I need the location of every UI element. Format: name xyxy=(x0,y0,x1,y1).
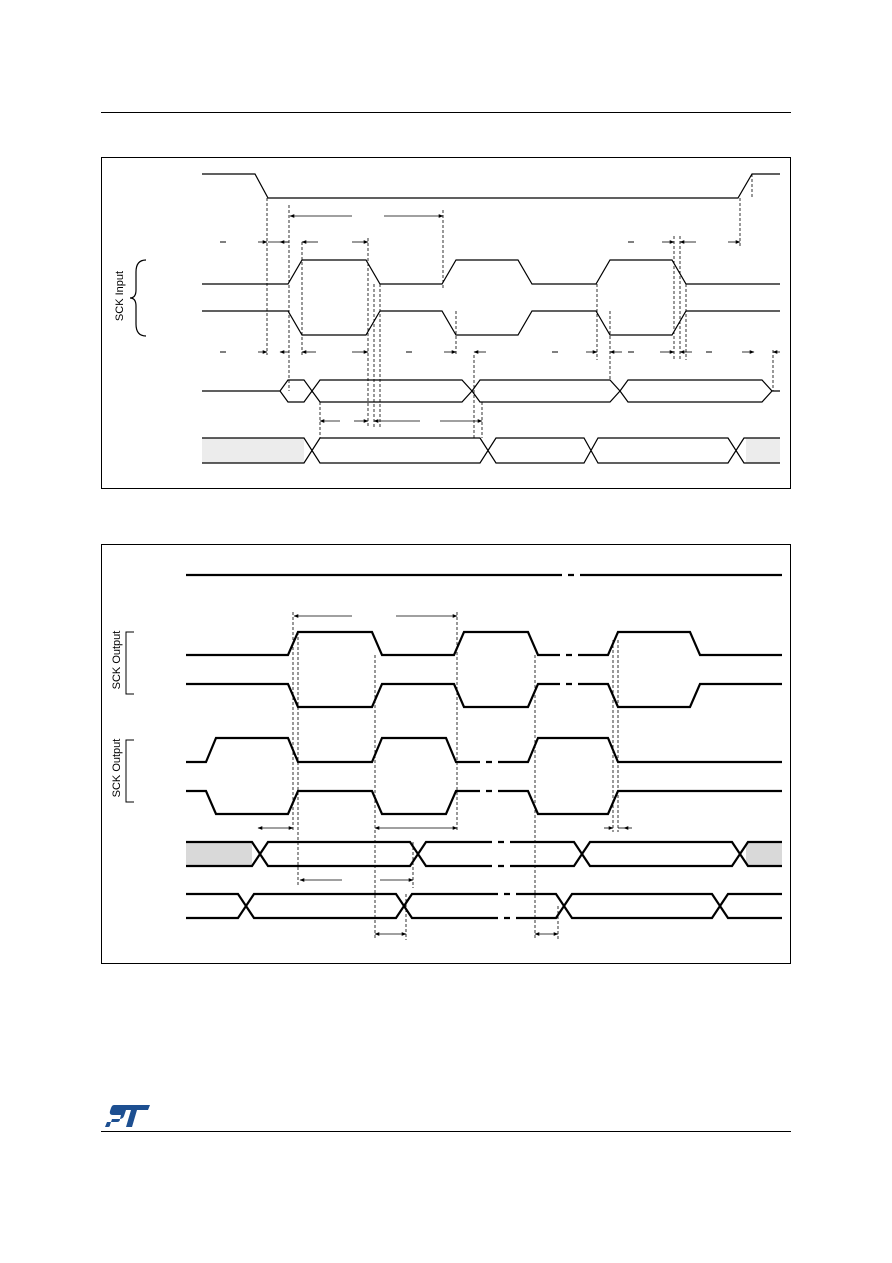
sck-out-2-waveform xyxy=(186,684,782,707)
figure1-timing-arrows xyxy=(258,216,780,421)
sck-input-brace xyxy=(130,260,146,336)
nss-input-waveform xyxy=(202,174,780,198)
miso-in-fill-right xyxy=(746,842,782,866)
figure2-timing-arrows xyxy=(258,616,632,934)
miso-hiz-fill-left xyxy=(202,438,304,463)
sck-output-bracket-1 xyxy=(126,632,134,694)
st-logo xyxy=(104,1103,152,1129)
miso-hiz-fill-right xyxy=(746,438,780,463)
sck-output-bracket-2 xyxy=(126,740,134,802)
figure2-guides xyxy=(293,612,618,940)
sck-output-label-2: SCK Output xyxy=(111,738,123,798)
figure2-diagram xyxy=(126,575,782,940)
sck-input-label: SCK Input xyxy=(114,270,126,322)
miso-input-bus xyxy=(186,842,782,866)
figure1-diagram xyxy=(130,174,780,463)
sck-output-label-1: SCK Output xyxy=(111,630,123,690)
sck-out-4-waveform xyxy=(186,791,782,814)
miso-in-fill-left xyxy=(186,842,252,866)
figure1-guides xyxy=(267,174,773,438)
mosi-output-bus xyxy=(186,894,782,918)
sck-out-1-waveform xyxy=(186,632,782,655)
sck-out-3-waveform xyxy=(186,738,782,762)
